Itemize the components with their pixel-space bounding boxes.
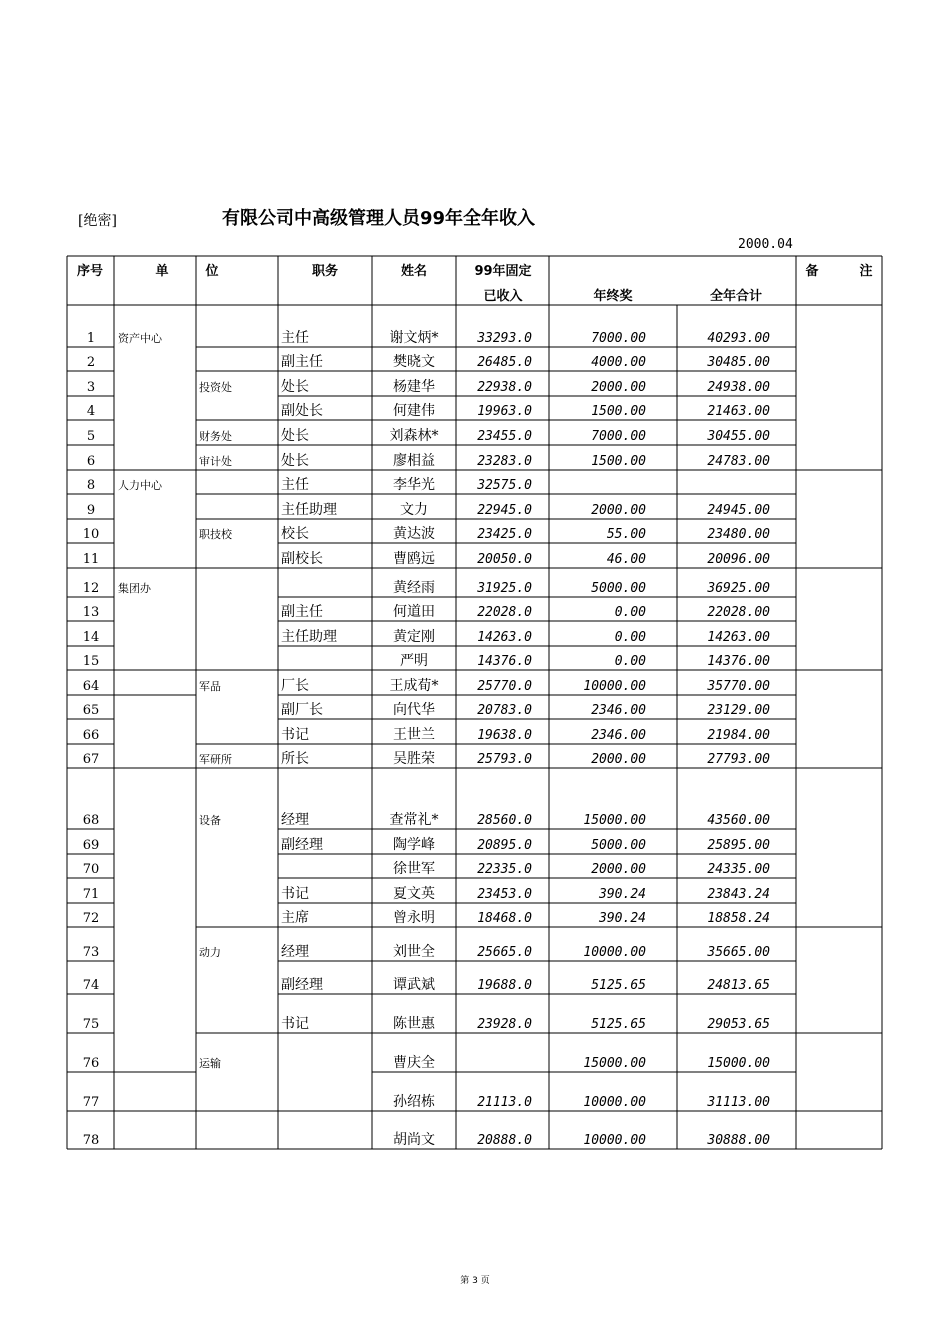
total-cell: 30485.00: [707, 355, 770, 370]
header-unit: 位: [205, 264, 219, 279]
seq-cell: 77: [82, 1095, 100, 1110]
name-cell: 文力: [400, 502, 428, 518]
seq-cell: 72: [82, 911, 100, 926]
bonus-cell: 10000.00: [583, 1095, 646, 1110]
bonus-cell: 390.24: [599, 911, 646, 926]
seq-cell: 12: [82, 581, 100, 596]
position-cell: 副主任: [281, 604, 323, 620]
fixed-income-cell: 21113.0: [477, 1095, 532, 1110]
fixed-income-cell: 25770.0: [477, 679, 532, 694]
page-title: 有限公司中高级管理人员99年全年收入: [222, 208, 536, 229]
seq-cell: 8: [86, 478, 96, 493]
fixed-income-cell: 22028.0: [477, 605, 532, 620]
bonus-cell: 15000.00: [583, 1056, 646, 1071]
bonus-cell: 5000.00: [591, 581, 646, 596]
total-cell: 14376.00: [707, 654, 770, 669]
secret-label: [绝密]: [78, 213, 117, 229]
fixed-income-cell: 32575.0: [477, 478, 532, 493]
bonus-cell: 46.00: [606, 552, 646, 567]
seq-cell: 1: [86, 331, 96, 346]
total-cell: 36925.00: [707, 581, 770, 596]
bonus-cell: 10000.00: [583, 679, 646, 694]
seq-cell: 9: [86, 503, 96, 518]
name-cell: 陈世惠: [393, 1016, 435, 1032]
position-cell: 处长: [281, 379, 309, 395]
position-cell: 副处长: [281, 403, 323, 419]
position-cell: 副经理: [281, 977, 323, 993]
seq-cell: 14: [82, 630, 100, 645]
seq-cell: 64: [82, 679, 100, 694]
total-cell: 23129.00: [707, 703, 770, 718]
unit-cell: 资产中心: [118, 332, 162, 345]
total-cell: 23843.24: [707, 887, 770, 902]
total-cell: 31113.00: [707, 1095, 770, 1110]
name-cell: 夏文英: [393, 886, 435, 902]
fixed-income-cell: 20888.0: [477, 1133, 532, 1148]
header-fixed-income: 99年固定: [474, 264, 532, 279]
name-cell: 陶学峰: [393, 837, 435, 853]
total-cell: 30888.00: [707, 1133, 770, 1148]
name-cell: 曹庆全: [393, 1055, 435, 1071]
bonus-cell: 4000.00: [591, 355, 646, 370]
fixed-income-cell: 19688.0: [477, 978, 532, 993]
fixed-income-cell: 23425.0: [477, 527, 532, 542]
bonus-cell: 55.00: [606, 527, 646, 542]
total-cell: 35770.00: [707, 679, 770, 694]
name-cell: 黄经雨: [393, 580, 435, 596]
fixed-income-cell: 25665.0: [477, 945, 532, 960]
total-cell: 18858.24: [707, 911, 770, 926]
position-cell: 经理: [281, 812, 309, 828]
position-cell: 书记: [281, 727, 309, 743]
bonus-cell: 10000.00: [583, 945, 646, 960]
position-cell: 主任: [281, 477, 309, 493]
bonus-cell: 1500.00: [591, 404, 646, 419]
header-total: 全年合计: [709, 289, 763, 304]
seq-cell: 67: [82, 752, 100, 767]
fixed-income-cell: 31925.0: [477, 581, 532, 596]
position-cell: 厂长: [281, 678, 309, 694]
total-cell: 24938.00: [707, 380, 770, 395]
header-seq: 序号: [76, 264, 104, 279]
report-date: 2000.04: [738, 237, 793, 252]
fixed-income-cell: 19638.0: [477, 728, 532, 743]
total-cell: 25895.00: [707, 838, 770, 853]
bonus-cell: 10000.00: [583, 1133, 646, 1148]
dept-cell: 军品: [199, 680, 221, 693]
fixed-income-cell: 22335.0: [477, 862, 532, 877]
fixed-income-cell: 14376.0: [477, 654, 532, 669]
position-cell: 副校长: [281, 551, 323, 567]
name-cell: 孙绍栋: [393, 1094, 435, 1110]
dept-cell: 运输: [199, 1057, 221, 1070]
fixed-income-cell: 20783.0: [477, 703, 532, 718]
bonus-cell: 15000.00: [583, 813, 646, 828]
header-remark: 注: [859, 264, 873, 279]
position-cell: 主任: [281, 330, 309, 346]
unit-cell: 人力中心: [118, 479, 162, 492]
fixed-income-cell: 19963.0: [477, 404, 532, 419]
total-cell: 24813.65: [707, 978, 770, 993]
bonus-cell: 2000.00: [591, 380, 646, 395]
bonus-cell: 7000.00: [591, 429, 646, 444]
fixed-income-cell: 22938.0: [477, 380, 532, 395]
total-cell: 24335.00: [707, 862, 770, 877]
total-cell: 20096.00: [707, 552, 770, 567]
position-cell: 副主任: [281, 354, 323, 370]
name-cell: 谢文炳*: [389, 330, 439, 346]
name-cell: 严明: [400, 653, 428, 669]
total-cell: 29053.65: [707, 1017, 770, 1032]
seq-cell: 4: [86, 404, 96, 419]
unit-cell: 集团办: [118, 582, 151, 595]
fixed-income-cell: 28560.0: [477, 813, 532, 828]
bonus-cell: 2000.00: [591, 862, 646, 877]
dept-cell: 动力: [199, 946, 221, 959]
name-cell: 吴胜荣: [393, 751, 435, 767]
seq-cell: 13: [82, 605, 100, 620]
fixed-income-cell: 25793.0: [477, 752, 532, 767]
position-cell: 经理: [281, 944, 309, 960]
total-cell: 15000.00: [707, 1056, 770, 1071]
bonus-cell: 0.00: [614, 654, 646, 669]
name-cell: 王世兰: [393, 727, 435, 743]
total-cell: 30455.00: [707, 429, 770, 444]
total-cell: 23480.00: [707, 527, 770, 542]
name-cell: 何建伟: [393, 403, 435, 419]
seq-cell: 69: [82, 838, 100, 853]
total-cell: 40293.00: [707, 331, 770, 346]
fixed-income-cell: 22945.0: [477, 503, 532, 518]
total-cell: 21984.00: [707, 728, 770, 743]
seq-cell: 70: [82, 862, 100, 877]
fixed-income-cell: 23453.0: [477, 887, 532, 902]
position-cell: 书记: [281, 1016, 309, 1032]
header-fixed-income: 已收入: [483, 289, 523, 304]
position-cell: 所长: [281, 751, 309, 767]
seq-cell: 65: [82, 703, 100, 718]
seq-cell: 68: [82, 813, 100, 828]
seq-cell: 73: [82, 945, 100, 960]
seq-cell: 75: [82, 1017, 100, 1032]
seq-cell: 66: [82, 728, 100, 743]
total-cell: 27793.00: [707, 752, 770, 767]
name-cell: 谭武斌: [393, 977, 435, 993]
name-cell: 何道田: [393, 604, 435, 620]
fixed-income-cell: 23283.0: [477, 454, 532, 469]
name-cell: 胡尚文: [393, 1132, 435, 1148]
seq-cell: 2: [86, 355, 96, 370]
seq-cell: 10: [82, 527, 100, 542]
total-cell: 24783.00: [707, 454, 770, 469]
total-cell: 35665.00: [707, 945, 770, 960]
seq-cell: 15: [82, 654, 100, 669]
name-cell: 刘世全: [393, 944, 435, 960]
fixed-income-cell: 20895.0: [477, 838, 532, 853]
bonus-cell: 2346.00: [591, 728, 646, 743]
page-number: 第 3 页: [460, 1276, 490, 1286]
name-cell: 徐世军: [393, 861, 435, 877]
name-cell: 曾永明: [393, 910, 435, 926]
header-position: 职务: [311, 264, 339, 279]
bonus-cell: 2000.00: [591, 503, 646, 518]
seq-cell: 78: [82, 1133, 100, 1148]
name-cell: 向代华: [393, 702, 435, 718]
position-cell: 主任助理: [281, 629, 337, 645]
seq-cell: 5: [86, 429, 96, 444]
bonus-cell: 2346.00: [591, 703, 646, 718]
name-cell: 樊晓文: [393, 354, 435, 370]
dept-cell: 军研所: [199, 753, 232, 766]
seq-cell: 74: [82, 978, 100, 993]
name-cell: 黄达波: [393, 526, 435, 542]
position-cell: 副厂长: [281, 702, 323, 718]
seq-cell: 6: [86, 454, 96, 469]
dept-cell: 职技校: [199, 528, 232, 541]
fixed-income-cell: 20050.0: [477, 552, 532, 567]
position-cell: 处长: [281, 428, 309, 444]
seq-cell: 11: [82, 552, 100, 567]
fixed-income-cell: 33293.0: [477, 331, 532, 346]
fixed-income-cell: 23928.0: [477, 1017, 532, 1032]
dept-cell: 投资处: [199, 381, 232, 394]
total-cell: 22028.00: [707, 605, 770, 620]
fixed-income-cell: 23455.0: [477, 429, 532, 444]
bonus-cell: 5125.65: [591, 1017, 646, 1032]
bonus-cell: 0.00: [614, 630, 646, 645]
bonus-cell: 2000.00: [591, 752, 646, 767]
name-cell: 查常礼*: [389, 812, 439, 828]
position-cell: 副经理: [281, 837, 323, 853]
name-cell: 廖相益: [393, 453, 435, 469]
position-cell: 校长: [281, 526, 309, 542]
header-name: 姓名: [400, 264, 428, 279]
total-cell: 43560.00: [707, 813, 770, 828]
name-cell: 王成荀*: [389, 678, 439, 694]
bonus-cell: 7000.00: [591, 331, 646, 346]
total-cell: 21463.00: [707, 404, 770, 419]
seq-cell: 76: [82, 1056, 100, 1071]
total-cell: 24945.00: [707, 503, 770, 518]
bonus-cell: 0.00: [614, 605, 646, 620]
header-unit: 单: [155, 264, 169, 279]
position-cell: 主任助理: [281, 502, 337, 518]
header-bonus: 年终奖: [593, 289, 633, 304]
bonus-cell: 1500.00: [591, 454, 646, 469]
name-cell: 曹鸥远: [393, 551, 435, 567]
header-remark: 备: [805, 264, 819, 279]
dept-cell: 财务处: [199, 430, 232, 443]
dept-cell: 设备: [199, 814, 221, 827]
bonus-cell: 5125.65: [591, 978, 646, 993]
position-cell: 处长: [281, 453, 309, 469]
fixed-income-cell: 14263.0: [477, 630, 532, 645]
bonus-cell: 390.24: [599, 887, 646, 902]
fixed-income-cell: 26485.0: [477, 355, 532, 370]
fixed-income-cell: 18468.0: [477, 911, 532, 926]
position-cell: 书记: [281, 886, 309, 902]
name-cell: 黄定刚: [393, 629, 435, 645]
name-cell: 李华光: [393, 477, 435, 493]
position-cell: 主席: [281, 910, 309, 926]
total-cell: 14263.00: [707, 630, 770, 645]
name-cell: 杨建华: [393, 379, 435, 395]
seq-cell: 71: [82, 887, 100, 902]
dept-cell: 审计处: [199, 455, 232, 468]
seq-cell: 3: [86, 380, 96, 395]
bonus-cell: 5000.00: [591, 838, 646, 853]
name-cell: 刘森林*: [389, 428, 439, 444]
